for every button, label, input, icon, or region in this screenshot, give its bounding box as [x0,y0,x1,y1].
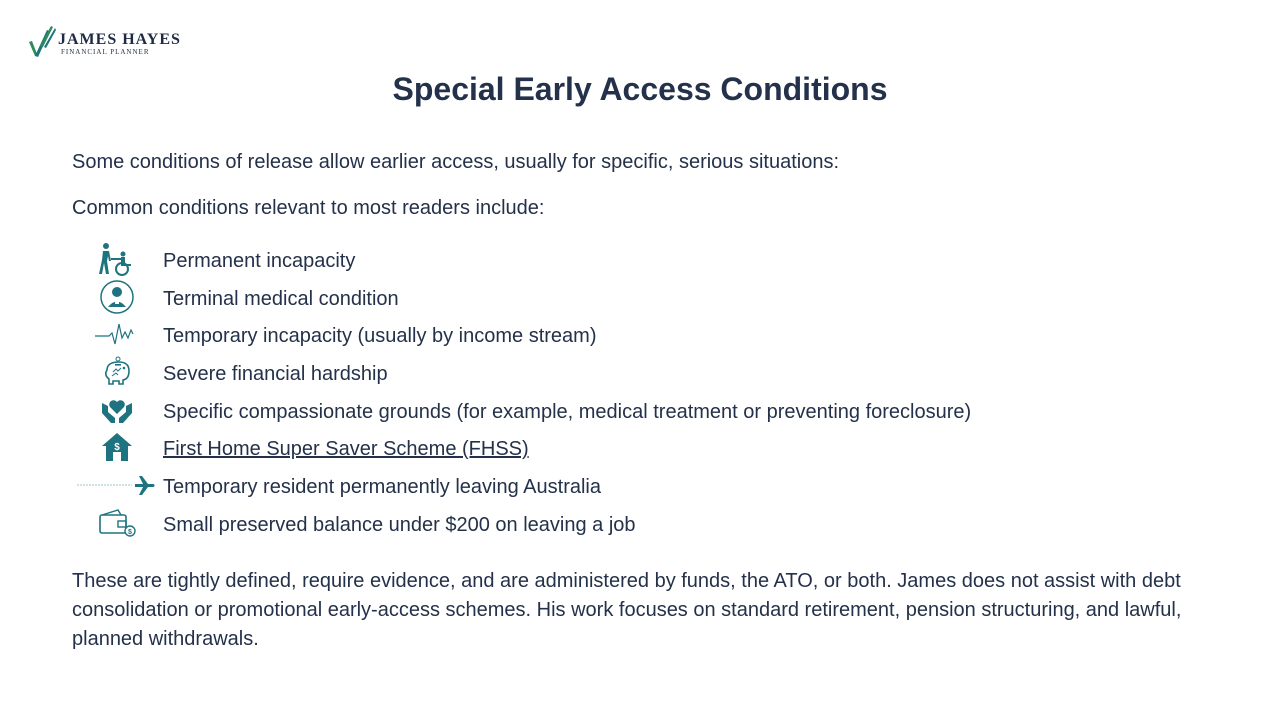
page-title: Special Early Access Conditions [392,71,888,107]
checkmark-logo-icon [27,24,57,58]
brand-tagline: FINANCIAL PLANNER [61,48,150,56]
wallet-coin-icon [72,504,162,542]
condition-label: Specific compassionate grounds (for example, medical treatment or preventing foreclosure) [163,400,972,423]
wheelchair-assist-icon [72,240,162,278]
conditions-list [72,240,1212,542]
house-dollar-icon [72,428,162,466]
piggy-bank-icon [72,353,162,391]
brand-name: JAMES HAYES [58,31,181,48]
condition-label: Small preserved balance under $200 on leaving a job [163,513,636,536]
brand-logo[interactable] [27,24,202,60]
list-item [72,391,1212,429]
condition-label: Severe financial hardship [163,363,388,386]
list-item [72,353,1212,391]
list-item [72,315,1212,353]
doctor-icon [72,278,162,316]
condition-label: Temporary resident permanently leaving Australia [163,476,601,499]
intro-text-2: Common conditions relevant to most readers include: [72,197,545,219]
list-item [72,278,1212,316]
heart-hands-icon [72,391,162,429]
closing-paragraph: These are tightly defined, require evidence, and are administered by funds, the ATO, or both. James does not assist with debt consolidation or promotional early-access schemes. His work focuses on standard retirement, pension structuring, and lawful, planned withdrawals. [72,570,1182,650]
fhss-link[interactable]: First Home Super Saver Scheme (FHSS) [163,438,529,461]
svg-text:$: $ [114,442,120,454]
condition-label: Temporary incapacity (usually by income stream) [163,325,597,348]
condition-label: Permanent incapacity [163,250,356,272]
list-item [72,240,1212,278]
list-item[interactable] [72,428,1212,466]
svg-text:$: $ [128,528,132,536]
heartbeat-icon [72,315,162,353]
airplane-icon [72,466,162,504]
list-item [72,466,1212,504]
list-item [72,504,1212,542]
condition-label: Terminal medical condition [163,287,399,310]
intro-text-1: Some conditions of release allow earlier access, usually for specific, serious situations: [72,151,840,173]
